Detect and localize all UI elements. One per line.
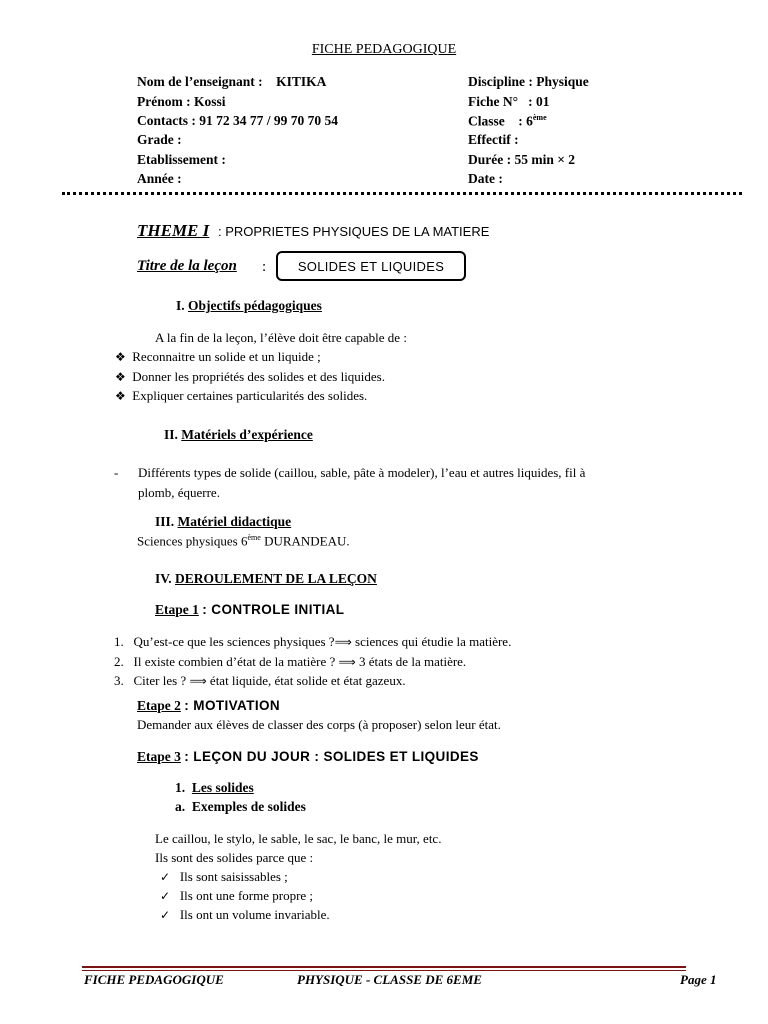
section-objectives-heading: I. Objectifs pédagogiques xyxy=(176,298,322,313)
check-mark-icon: ✓ xyxy=(160,889,171,903)
diamond-bullet-icon: ❖ xyxy=(115,350,126,364)
dotted-separator xyxy=(62,192,742,195)
lesson-title-box: SOLIDES ET LIQUIDES xyxy=(276,251,466,281)
control-question: 3. Citer les ? ⟹ état liquide, état solide et état gazeux. xyxy=(114,673,406,688)
info-first-name: Prénom : Kossi xyxy=(137,94,226,109)
motivation-text: Demander aux élèves de classer des corps (à proposer) selon leur état. xyxy=(137,717,501,732)
materials-line-2: plomb, équerre. xyxy=(138,485,220,500)
info-headcount: Effectif : xyxy=(468,132,519,147)
lesson-title-label: Titre de la leçon xyxy=(137,258,237,274)
diamond-bullet-icon: ❖ xyxy=(115,389,126,403)
property-item: ✓ Ils sont saisissables ; xyxy=(160,869,288,884)
materials-line-1: Différents types de solide (caillou, sable, pâte à modeler), l’eau et autres liquides, fil à xyxy=(138,465,586,480)
property-item: ✓ Ils ont une forme propre ; xyxy=(160,888,314,903)
property-item: ✓ Ils ont un volume invariable. xyxy=(160,907,330,922)
diamond-bullet-icon: ❖ xyxy=(115,370,126,384)
control-question: 1. Qu’est-ce que les sciences physiques ?⟹ sciences qui étudie la matière. xyxy=(114,634,512,649)
info-grade: Grade : xyxy=(137,132,182,147)
footer-page-number: Page 1 xyxy=(680,972,717,987)
info-date: Date : xyxy=(468,171,503,186)
info-school: Etablissement : xyxy=(137,152,226,167)
didactic-text: Sciences physiques 6ème DURANDEAU. xyxy=(137,533,350,549)
objective-item: ❖ Expliquer certaines particularités des solides. xyxy=(115,388,368,403)
objectives-intro: A la fin de la leçon, l’élève doit être capable de : xyxy=(155,330,407,345)
footer-rule-thin xyxy=(82,970,686,971)
arrow-right-icon: ⟹ xyxy=(338,655,356,669)
section-procedure-heading: IV. DEROULEMENT DE LA LEÇON xyxy=(155,571,377,586)
theme-label: THEME I xyxy=(137,221,210,240)
info-teacher-name: Nom de l’enseignant : KITIKA xyxy=(137,74,327,89)
subsection-solids-heading: 1. Les solides xyxy=(175,780,254,795)
section-didactic-heading: III. Matériel didactique xyxy=(155,514,292,529)
arrow-right-icon: ⟹ xyxy=(189,674,207,688)
theme-text: : PROPRIETES PHYSIQUES DE LA MATIERE xyxy=(218,224,490,239)
examples-line-2: Ils sont des solides parce que : xyxy=(155,850,314,865)
check-mark-icon: ✓ xyxy=(160,908,171,922)
section-materials-heading: II. Matériels d’expérience xyxy=(164,427,313,442)
info-duration: Durée : 55 min × 2 xyxy=(468,152,576,167)
footer-center: PHYSIQUE - CLASSE DE 6EME xyxy=(297,972,482,987)
check-mark-icon: ✓ xyxy=(160,870,171,884)
step-1-heading: Etape 1 : CONTROLE INITIAL xyxy=(155,602,345,617)
step-3-heading: Etape 3 : LEÇON DU JOUR : SOLIDES ET LIQUIDES xyxy=(137,749,479,764)
info-discipline: Discipline : Physique xyxy=(468,74,589,89)
step-2-heading: Etape 2 : MOTIVATION xyxy=(137,698,281,713)
arrow-right-icon: ⟹ xyxy=(334,635,352,649)
info-contacts: Contacts : 91 72 34 77 / 99 70 70 54 xyxy=(137,113,339,128)
objective-item: ❖ Reconnaitre un solide et un liquide ; xyxy=(115,349,321,364)
info-sheet-number: Fiche N° : 01 xyxy=(468,94,550,109)
control-question: 2. Il existe combien d’état de la matière ? ⟹ 3 états de la matière. xyxy=(114,654,467,669)
info-class: Classe : 6ème xyxy=(468,113,547,129)
info-year: Année : xyxy=(137,171,182,186)
materials-dash: - xyxy=(114,465,119,480)
document-title: FICHE PEDAGOGIQUE xyxy=(311,42,457,57)
footer-left: FICHE PEDAGOGIQUE xyxy=(84,972,224,987)
subsection-solid-examples-heading: a. Exemples de solides xyxy=(175,799,306,814)
lesson-title-colon: : xyxy=(262,259,267,275)
objective-item: ❖ Donner les propriétés des solides et des liquides. xyxy=(115,369,385,384)
examples-line-1: Le caillou, le stylo, le sable, le sac, le banc, le mur, etc. xyxy=(155,831,442,846)
footer-rule-thick xyxy=(82,966,686,968)
